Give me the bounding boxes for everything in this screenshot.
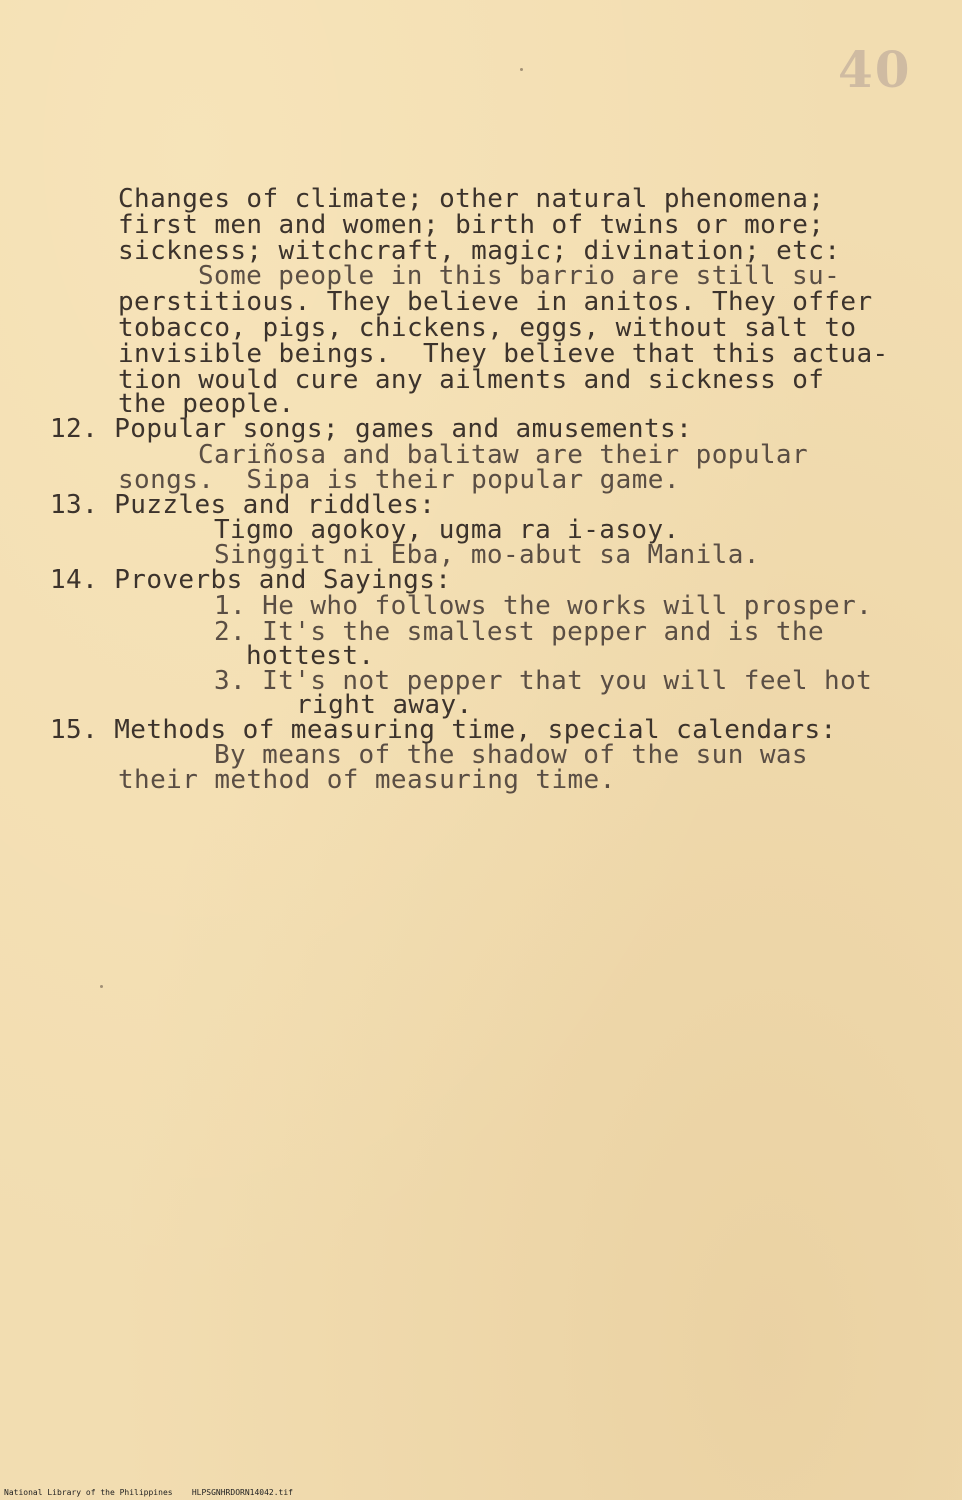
text-line: perstitious. They believe in anitos. They offer [118, 287, 873, 317]
text-line: By means of the shadow of the sun was [214, 740, 808, 770]
ink-speck [100, 985, 103, 988]
text-line: sickness; witchcraft, magic; divination; etc: [118, 236, 841, 266]
text-line: 2. It's the smallest pepper and is the [214, 617, 825, 647]
text-line: hottest. [246, 641, 375, 671]
section-heading: 14. Proverbs and Sayings: [50, 565, 452, 595]
text-line: tion would cure any ailments and sickness of [118, 365, 825, 395]
text-line: 1. He who follows the works will prosper. [214, 591, 873, 621]
text-line: tobacco, pigs, chickens, eggs, without salt to [118, 313, 857, 343]
text-line: invisible beings. They believe that this actua- [118, 339, 889, 369]
text-line: songs. Sipa is their popular game. [118, 465, 680, 495]
text-line: Cariñosa and balitaw are their popular [198, 440, 809, 470]
text-line: right away. [296, 690, 473, 720]
text-line: Tigmo agokoy, ugma ra i-asoy. [214, 515, 680, 545]
archive-footer: National Library of the Philippines HLPSGNHRDORN14042.tif [4, 1488, 293, 1497]
section-heading: 15. Methods of measuring time, special calendars: [50, 715, 837, 745]
text-line: Some people in this barrio are still su- [198, 261, 841, 291]
text-line: their method of measuring time. [118, 765, 616, 795]
page-number: 40 [838, 40, 912, 99]
section-heading: 13. Puzzles and riddles: [50, 490, 436, 520]
ink-speck [520, 68, 523, 71]
text-line: first men and women; birth of twins or more; [118, 210, 825, 240]
text-line: the people. [118, 389, 295, 419]
text-line: Changes of climate; other natural phenomena; [118, 184, 825, 214]
text-line: Singgit ni Eba, mo-abut sa Manila. [214, 540, 760, 570]
text-line: 3. It's not pepper that you will feel hot [214, 666, 873, 696]
section-heading: 12. Popular songs; games and amusements: [50, 414, 693, 444]
